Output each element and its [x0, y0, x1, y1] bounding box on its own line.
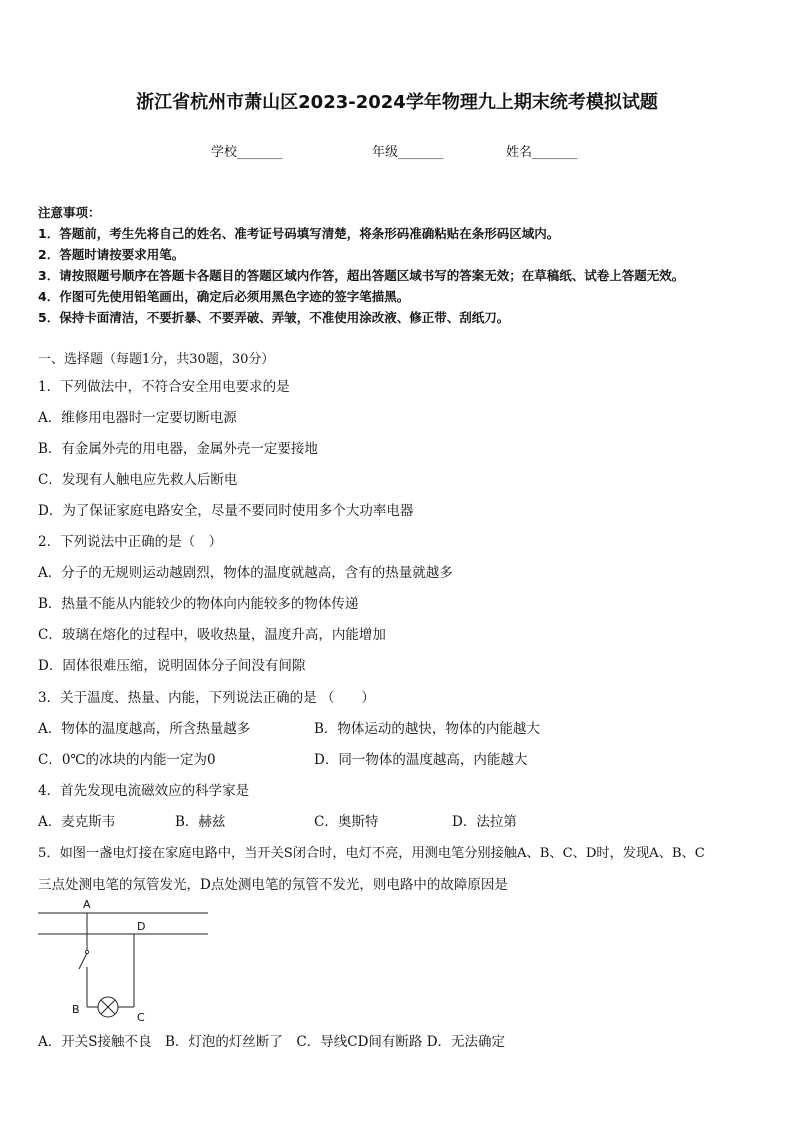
- notice-item-2: 2．答题时请按要求用笔。: [38, 247, 185, 262]
- q3-option-c: C．0℃的冰块的内能一定为0: [38, 752, 216, 768]
- label-c: C: [137, 1011, 145, 1024]
- notice-item-1: 1．答题前，考生先将自己的姓名、准考证号码填写清楚，将条形码准确粘贴在条形码区域内。: [38, 226, 560, 241]
- name-field: 姓名_______: [506, 145, 578, 160]
- q2-option-a: A．分子的无规则运动越剧烈，物体的温度就越高，含有的热量就越多: [38, 565, 453, 581]
- page-title: 浙江省杭州市萧山区2023-2024学年物理九上期末统考模拟试题: [136, 92, 658, 113]
- q3-option-d: D．同一物体的温度越高，内能越大: [314, 752, 528, 768]
- q4-option-a: A．麦克斯韦: [38, 814, 116, 830]
- notice-heading: 注意事项：: [38, 205, 101, 220]
- q1-option-d: D．为了保证家庭电路安全，尽量不要同时使用多个大功率电器: [38, 503, 414, 519]
- q3-stem: 3．关于温度、热量、内能，下列说法正确的是 （ ）: [38, 690, 375, 706]
- q4-option-b: B．赫兹: [175, 814, 226, 830]
- label-b: B: [72, 1003, 80, 1016]
- notice-item-5: 5．保持卡面清洁，不要折暴、不要弄破、弄皱，不准使用涂改液、修正带、刮纸刀。: [38, 310, 510, 325]
- q1-stem: 1．下列做法中，不符合安全用电要求的是: [38, 379, 290, 395]
- circuit-diagram: [30, 895, 220, 1025]
- q1-option-c: C．发现有人触电应先救人后断电: [38, 472, 238, 488]
- q5-options: A．开关S接触不良 B．灯泡的灯丝断了 C．导线CD间有断路 D．无法确定: [38, 1034, 506, 1050]
- q4-option-d: D．法拉第: [452, 814, 517, 830]
- q2-option-b: B．热量不能从内能较少的物体向内能较多的物体传递: [38, 596, 359, 612]
- notice-item-4: 4．作图可先使用铅笔画出，确定后必须用黑色字迹的签字笔描黑。: [38, 289, 410, 304]
- switch-s: [79, 953, 87, 969]
- label-a: A: [83, 898, 91, 911]
- q5-stem-line2: 三点处测电笔的氖管发光，D点处测电笔的氖管不发光，则电路中的故障原因是: [38, 877, 508, 893]
- q1-option-a: A．维修用电器时一定要切断电源: [38, 410, 237, 426]
- q3-option-a: A．物体的温度越高，所含热量越多: [38, 721, 251, 737]
- q2-stem: 2．下列说法中正确的是（ ）: [38, 534, 223, 550]
- q5-stem-line1: 5．如图一盏电灯接在家庭电路中，当开关S闭合时，电灯不亮，用测电笔分别接触A、B、C、D时，发现A、B、C: [38, 846, 705, 861]
- q4-stem: 4．首先发现电流磁效应的科学家是: [38, 783, 250, 799]
- label-d: D: [137, 920, 146, 933]
- q2-option-d: D．固体很难压缩，说明固体分子间没有间隙: [38, 658, 306, 674]
- section-heading: 一、选择题（每题1分，共30题，30分）: [38, 352, 275, 367]
- q1-option-b: B．有金属外壳的用电器，金属外壳一定要接地: [38, 441, 318, 457]
- q2-option-c: C．玻璃在熔化的过程中，吸收热量，温度升高，内能增加: [38, 627, 386, 643]
- q4-option-c: C．奥斯特: [314, 814, 379, 830]
- q3-option-b: B．物体运动的越快，物体的内能越大: [314, 721, 540, 737]
- school-field: 学校_______: [211, 145, 283, 160]
- notice-item-3: 3．请按照题号顺序在答题卡各题目的答题区域内作答，超出答题区域书写的答案无效；在草稿纸、试卷上答题无效。: [38, 268, 685, 283]
- grade-field: 年级_______: [372, 145, 444, 160]
